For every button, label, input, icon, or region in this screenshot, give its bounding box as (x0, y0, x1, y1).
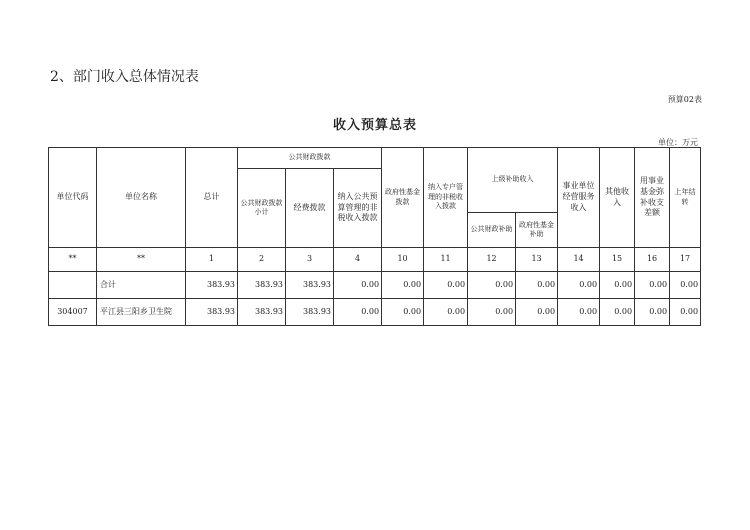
value-cell: 0.00 (382, 299, 424, 326)
header-total: 总计 (186, 148, 238, 248)
unit-code-cell (49, 272, 97, 299)
index-cell: 11 (424, 248, 468, 272)
income-budget-table (48, 147, 701, 326)
index-cell: 4 (334, 248, 382, 272)
value-cell: 0.00 (558, 299, 600, 326)
value-cell: 0.00 (334, 299, 382, 326)
index-cell: 12 (468, 248, 516, 272)
table-row-total (49, 272, 701, 299)
value-cell: 383.93 (186, 272, 238, 299)
index-cell: ** (49, 248, 97, 272)
index-cell: 17 (670, 248, 701, 272)
value-cell: 0.00 (670, 299, 701, 326)
value-cell: 0.00 (334, 272, 382, 299)
index-cell: 16 (635, 248, 670, 272)
section-heading: 2、部门收入总体情况表 (50, 69, 199, 85)
index-cell: 14 (558, 248, 600, 272)
form-code: 预算02表 (667, 95, 702, 104)
value-cell: 0.00 (382, 272, 424, 299)
value-cell: 0.00 (670, 272, 701, 299)
header-gov-fund: 政府性基金拨款 (382, 148, 424, 248)
header-carryover: 上年结转 (670, 148, 701, 248)
table-row (49, 299, 701, 326)
value-cell: 383.93 (238, 299, 286, 326)
value-cell: 0.00 (516, 299, 558, 326)
index-cell: ** (97, 248, 186, 272)
index-cell: 3 (286, 248, 334, 272)
header-unit-code: 单位代码 (49, 148, 97, 248)
value-cell: 0.00 (516, 272, 558, 299)
value-cell: 0.00 (468, 272, 516, 299)
value-cell: 0.00 (600, 299, 635, 326)
header-superior-subsidy: 上级补助收入 (468, 148, 558, 213)
header-public-finance-subsidy: 公共财政补助 (468, 213, 516, 248)
header-operating-funds: 经费拨款 (286, 169, 334, 248)
value-cell: 0.00 (600, 272, 635, 299)
value-cell: 383.93 (286, 272, 334, 299)
index-cell: 1 (186, 248, 238, 272)
value-cell: 0.00 (468, 299, 516, 326)
index-cell: 10 (382, 248, 424, 272)
header-special-nontax: 纳入专户管理的非税收入拨款 (424, 148, 468, 248)
index-cell: 13 (516, 248, 558, 272)
header-nontax-budget: 纳入公共预算管理的非税收入拨款 (334, 169, 382, 248)
unit-name-cell: 合计 (97, 272, 186, 299)
header-fund-make-up: 用事业基金弥补收支差额 (635, 148, 670, 248)
index-cell: 15 (600, 248, 635, 272)
unit-name-cell: 平江县三阳乡卫生院 (97, 299, 186, 326)
unit-label: 单位：万元 (658, 138, 698, 147)
value-cell: 383.93 (238, 272, 286, 299)
document-title: 收入预算总表 (332, 118, 417, 133)
header-public-finance: 公共财政拨款 (238, 148, 382, 169)
header-gov-fund-subsidy: 政府性基金补助 (516, 213, 558, 248)
value-cell: 0.00 (635, 272, 670, 299)
header-public-finance-subtotal: 公共财政拨款小计 (238, 169, 286, 248)
value-cell: 0.00 (424, 272, 468, 299)
header-unit-name: 单位名称 (97, 148, 186, 248)
value-cell: 383.93 (186, 299, 238, 326)
value-cell: 0.00 (424, 299, 468, 326)
header-business-service: 事业单位经营服务收入 (558, 148, 600, 248)
unit-code-cell: 304007 (49, 299, 97, 326)
header-other-income: 其他收入 (600, 148, 635, 248)
value-cell: 0.00 (558, 272, 600, 299)
index-row (49, 248, 701, 272)
value-cell: 383.93 (286, 299, 334, 326)
value-cell: 0.00 (635, 299, 670, 326)
index-cell: 2 (238, 248, 286, 272)
